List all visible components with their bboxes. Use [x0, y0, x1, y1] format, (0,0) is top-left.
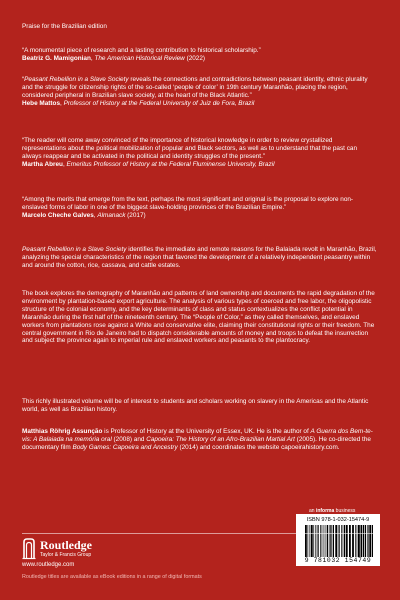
quote-author: Martha Abreu — [22, 160, 63, 168]
routledge-emblem-icon — [22, 538, 36, 560]
ebook-footnote: Routledge titles are available as eBook editions in a range of digital formats — [22, 574, 202, 580]
quote-affiliation: Professor of History at the Federal University of Juiz de Fora, Brazil — [63, 99, 255, 107]
routledge-logo — [22, 536, 122, 576]
quote-year: (2017) — [127, 211, 146, 219]
praise-heading: Praise for the Brazilian edition — [22, 23, 107, 30]
quote-text: “Peasant Rebellion in a Slave Society reveals the connections and contradictions between peasant identity, ethnic plurality and the struggle for citizenship rights of the so-called ‘people of color’ in 19th century Maranhão, placing the region, considered peripheral in Brazilian slave society, at the heart of the Black Atlantic.” — [22, 76, 368, 99]
author-book-1: A Guerra dos Bem-te-vis: A Balaiada na memória oral — [22, 428, 373, 443]
barcode-icon — [304, 525, 374, 557]
quote-book-title: Peasant Rebellion in a Slave Society — [24, 76, 129, 83]
quote-affiliation: The American Historical Review — [94, 54, 185, 62]
book-title: Peasant Rebellion in a Slave Society — [22, 246, 127, 253]
quote-affiliation: Almanack — [97, 211, 126, 219]
quote-source: Martha Abreu, Emeritus Professor of History at the Federal Fluminense University, Brazil — [22, 160, 275, 168]
quote-2 — [22, 76, 378, 108]
quote-source: Hebe Mattos, Professor of History at the Federal University of Juiz de Fora, Brazil — [22, 99, 255, 107]
author-bio-text: (2008) and — [111, 435, 147, 443]
author-name: Matthias Röhrig Assunção — [22, 428, 103, 435]
quote-1 — [22, 47, 378, 63]
quote-source: Marcelo Cheche Galves, Almanack (2017) — [22, 211, 146, 219]
quote-3 — [22, 137, 378, 169]
isbn-label: ISBN 978-1-032-15474-9 — [306, 517, 370, 523]
author-film: Body Games: Capoeira and Ancestry — [72, 443, 178, 451]
quote-source: Beatriz G. Mamigonian, The American Historical Review (2022) — [22, 54, 206, 62]
description-paragraph-1 — [22, 246, 379, 270]
quote-text: “The reader will come away convinced of the importance of historical knowledge in order to review crystallized representations about the political mobilization of popular and Black sectors, as well as to understand that the past can always reappear and be activated in the political and identity struggles of the present.” — [22, 137, 357, 160]
publisher-group: Taylor & Francis Group — [40, 552, 92, 558]
barcode-digits: 9 781032 154749 — [304, 557, 372, 564]
publisher-url[interactable]: www.routledge.com — [22, 562, 75, 568]
description-text: identifies the immediate and remote reasons for the Balaiada revolt in Maranhão, Brazil, analyzing the special characteristics of the region that favored the development of a relatively independent peasantry within and around the cotton, rice, cassava, and cattle estates. — [22, 246, 377, 269]
description-paragraph-2: The book explores the demography of Maranhão and patterns of land ownership and documents the rapid degradation of the environment by plantation-based export agriculture. The analysis of various types of coerced and free labor, the oligopolistic structure of the colonial economy, and the key determinants of class and status contextualizes the conflict potential in Maranhão during the first half of the nineteenth century. The “People of Color,” as they called themselves, and enslaved workers from plantations rose against a White and conservative elite, claiming their constitutional rights or their freedom. The central government in Rio de Janeiro had to dispatch considerable amounts of money and troops to defeat the insurrection and subject the province again to imperial rule and enslaved workers and peasants to the plantocracy. — [22, 290, 375, 345]
quote-author: Marcelo Cheche Galves — [22, 211, 94, 219]
quote-text: “Among the merits that emerge from the text, perhaps the most significant and original is the proposal to explore non-enslaved forms of labor in one of the biggest slave-holding provinces of the Brazilian Empire.” — [22, 196, 354, 211]
isbn-barcode-box — [296, 514, 380, 566]
quote-year: (2022) — [186, 54, 206, 62]
author-bio-text: (2005). He co-directed the documentary film — [22, 435, 371, 451]
quote-affiliation: Emeritus Professor of History at the Federal Fluminense University, Brazil — [66, 160, 275, 168]
author-bio-text: is Professor of History at the University of Essex, UK. He is the author of — [102, 428, 311, 435]
informa-suffix: business — [334, 508, 356, 514]
description-paragraph-3: This richly illustrated volume will be of interest to students and scholars working on slavery in the Americas and the Atlantic world, as well as Brazilian history. — [22, 398, 369, 413]
quote-4 — [22, 196, 378, 220]
author-bio — [22, 428, 379, 452]
informa-brand: informa — [315, 508, 335, 514]
informa-prefix: an — [309, 508, 316, 514]
quote-author: Beatriz G. Mamigonian — [22, 54, 91, 62]
quote-text-rest: reveals the connections and contradictions between peasant identity, ethnic plurality and the struggle for citizenship rights of the so-called ‘people of color’ in 19th century Maranhão, placing the region, considered peripheral in Brazilian slave society, at the heart of the Black Atlantic.” — [22, 76, 368, 99]
author-bio-text: (2014) and coordinates the website capoeirahistory.com. — [177, 443, 340, 451]
quote-text: “A monumental piece of research and a lasting contribution to historical scholarship.” — [22, 47, 261, 54]
publisher-name: Routledge — [40, 538, 92, 552]
quote-author: Hebe Mattos — [22, 99, 60, 107]
author-book-2: Capoeira: The History of an Afro-Brazilian Martial Art — [146, 435, 295, 443]
divider — [22, 533, 378, 534]
